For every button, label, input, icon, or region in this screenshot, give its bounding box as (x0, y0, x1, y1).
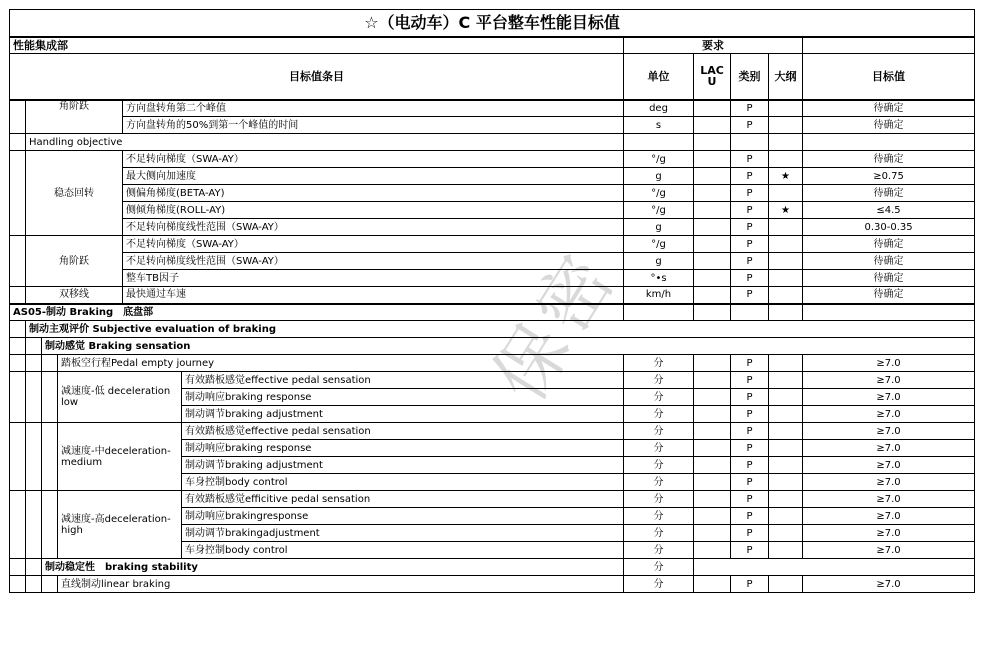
unit-header: 单位 (624, 54, 694, 100)
table-row: 踏板空行程Pedal empty journey 分 P ≥7.0 (10, 355, 975, 372)
table-row: 制动响应braking response 分 P ≥7.0 (10, 440, 975, 457)
group-label: 减速度-中deceleration-medium (58, 423, 182, 491)
table-row (10, 321, 975, 338)
table-row: 减速度-高deceleration-high 有效踏板感觉efficitive pedal sensation 分 P ≥7.0 (10, 491, 975, 508)
confidential-watermark: 保密 (477, 235, 634, 416)
group-label: 稳态回转 (26, 151, 123, 236)
outline-star: ★ (769, 202, 803, 219)
category-header: 类别 (731, 54, 769, 100)
table-row: 制动响应braking response 分 P ≥7.0 (10, 389, 975, 406)
section-braking: AS05-制动 Braking 底盘部 (10, 304, 624, 321)
group-label: 角阶跃 (26, 100, 123, 134)
performance-target-table (9, 9, 975, 593)
lacu-header: LAC U (694, 54, 731, 100)
table-row: 整车TB因子 °•s P 待确定 (10, 270, 975, 287)
table-row (10, 338, 975, 355)
table-row: 直线制动linear braking 分 P ≥7.0 (10, 576, 975, 593)
target-header: 目标值 (803, 54, 975, 100)
table-row: 制动调节brakingadjustment 分 P ≥7.0 (10, 525, 975, 542)
table-row: 双移线 最快通过车速 km/h P 待确定 (10, 287, 975, 304)
table-row: 角阶跃 方向盘转角第二个峰值 deg P 待确定 (10, 100, 975, 117)
table-row: 车身控制body control 分 P ≥7.0 (10, 542, 975, 559)
requirement-header: 要求 (624, 37, 803, 54)
table-row: 侧倾角梯度(ROLL-AY) °/g P ★ ≤4.5 (10, 202, 975, 219)
group-label: 减速度-高deceleration-high (58, 491, 182, 559)
group-label: 角阶跃 (26, 236, 123, 287)
table-row: 方向盘转角的50%到第一个峰值的时间 s P 待确定 (10, 117, 975, 134)
table-row: 侧偏角梯度(BETA-AY) °/g P 待确定 (10, 185, 975, 202)
table-row: 减速度-中deceleration-medium 有效踏板感觉effective pedal sensation 分 P ≥7.0 (10, 423, 975, 440)
table-row: 最大侧向加速度 g P ★ ≥0.75 (10, 168, 975, 185)
outline-star: ★ (769, 168, 803, 185)
table-row: 不足转向梯度线性范围（SWA-AY） g P 待确定 (10, 253, 975, 270)
subsection-stability: 制动稳定性 braking stability (42, 559, 624, 576)
table-row (10, 134, 975, 151)
table-row (10, 304, 975, 321)
table-row: 制动响应brakingresponse 分 P ≥7.0 (10, 508, 975, 525)
table-row: 制动稳定性 braking stability 分 (10, 559, 975, 576)
item-header: 目标值条目 (10, 54, 624, 100)
table-row: 角阶跃 不足转向梯度（SWA-AY） °/g P 待确定 (10, 236, 975, 253)
page-title: ☆（电动车）C 平台整车性能目标值 (10, 10, 975, 37)
table-row: 减速度-低 deceleration low 有效踏板感觉effective pedal sensation 分 P ≥7.0 (10, 372, 975, 389)
table-row: 不足转向梯度线性范围（SWA-AY） g P 0.30-0.35 (10, 219, 975, 236)
subsection-sensation: 制动感觉 Braking sensation (42, 338, 975, 355)
subsection-subjective: 制动主观评价 Subjective evaluation of braking (26, 321, 975, 338)
item-label: 方向盘转角第二个峰值 (123, 100, 624, 117)
group-label: 减速度-低 deceleration low (58, 372, 182, 423)
outline-header: 大纲 (769, 54, 803, 100)
group-label: 双移线 (26, 287, 123, 304)
dept-label: 性能集成部 (10, 37, 624, 54)
table-row: 制动调节braking adjustment 分 P ≥7.0 (10, 406, 975, 423)
handling-objective: Handling objective (26, 134, 624, 151)
table-row: 制动调节braking adjustment 分 P ≥7.0 (10, 457, 975, 474)
table-row: 稳态回转 不足转向梯度（SWA-AY） °/g P 待确定 (10, 151, 975, 168)
table-row: 车身控制body control 分 P ≥7.0 (10, 474, 975, 491)
